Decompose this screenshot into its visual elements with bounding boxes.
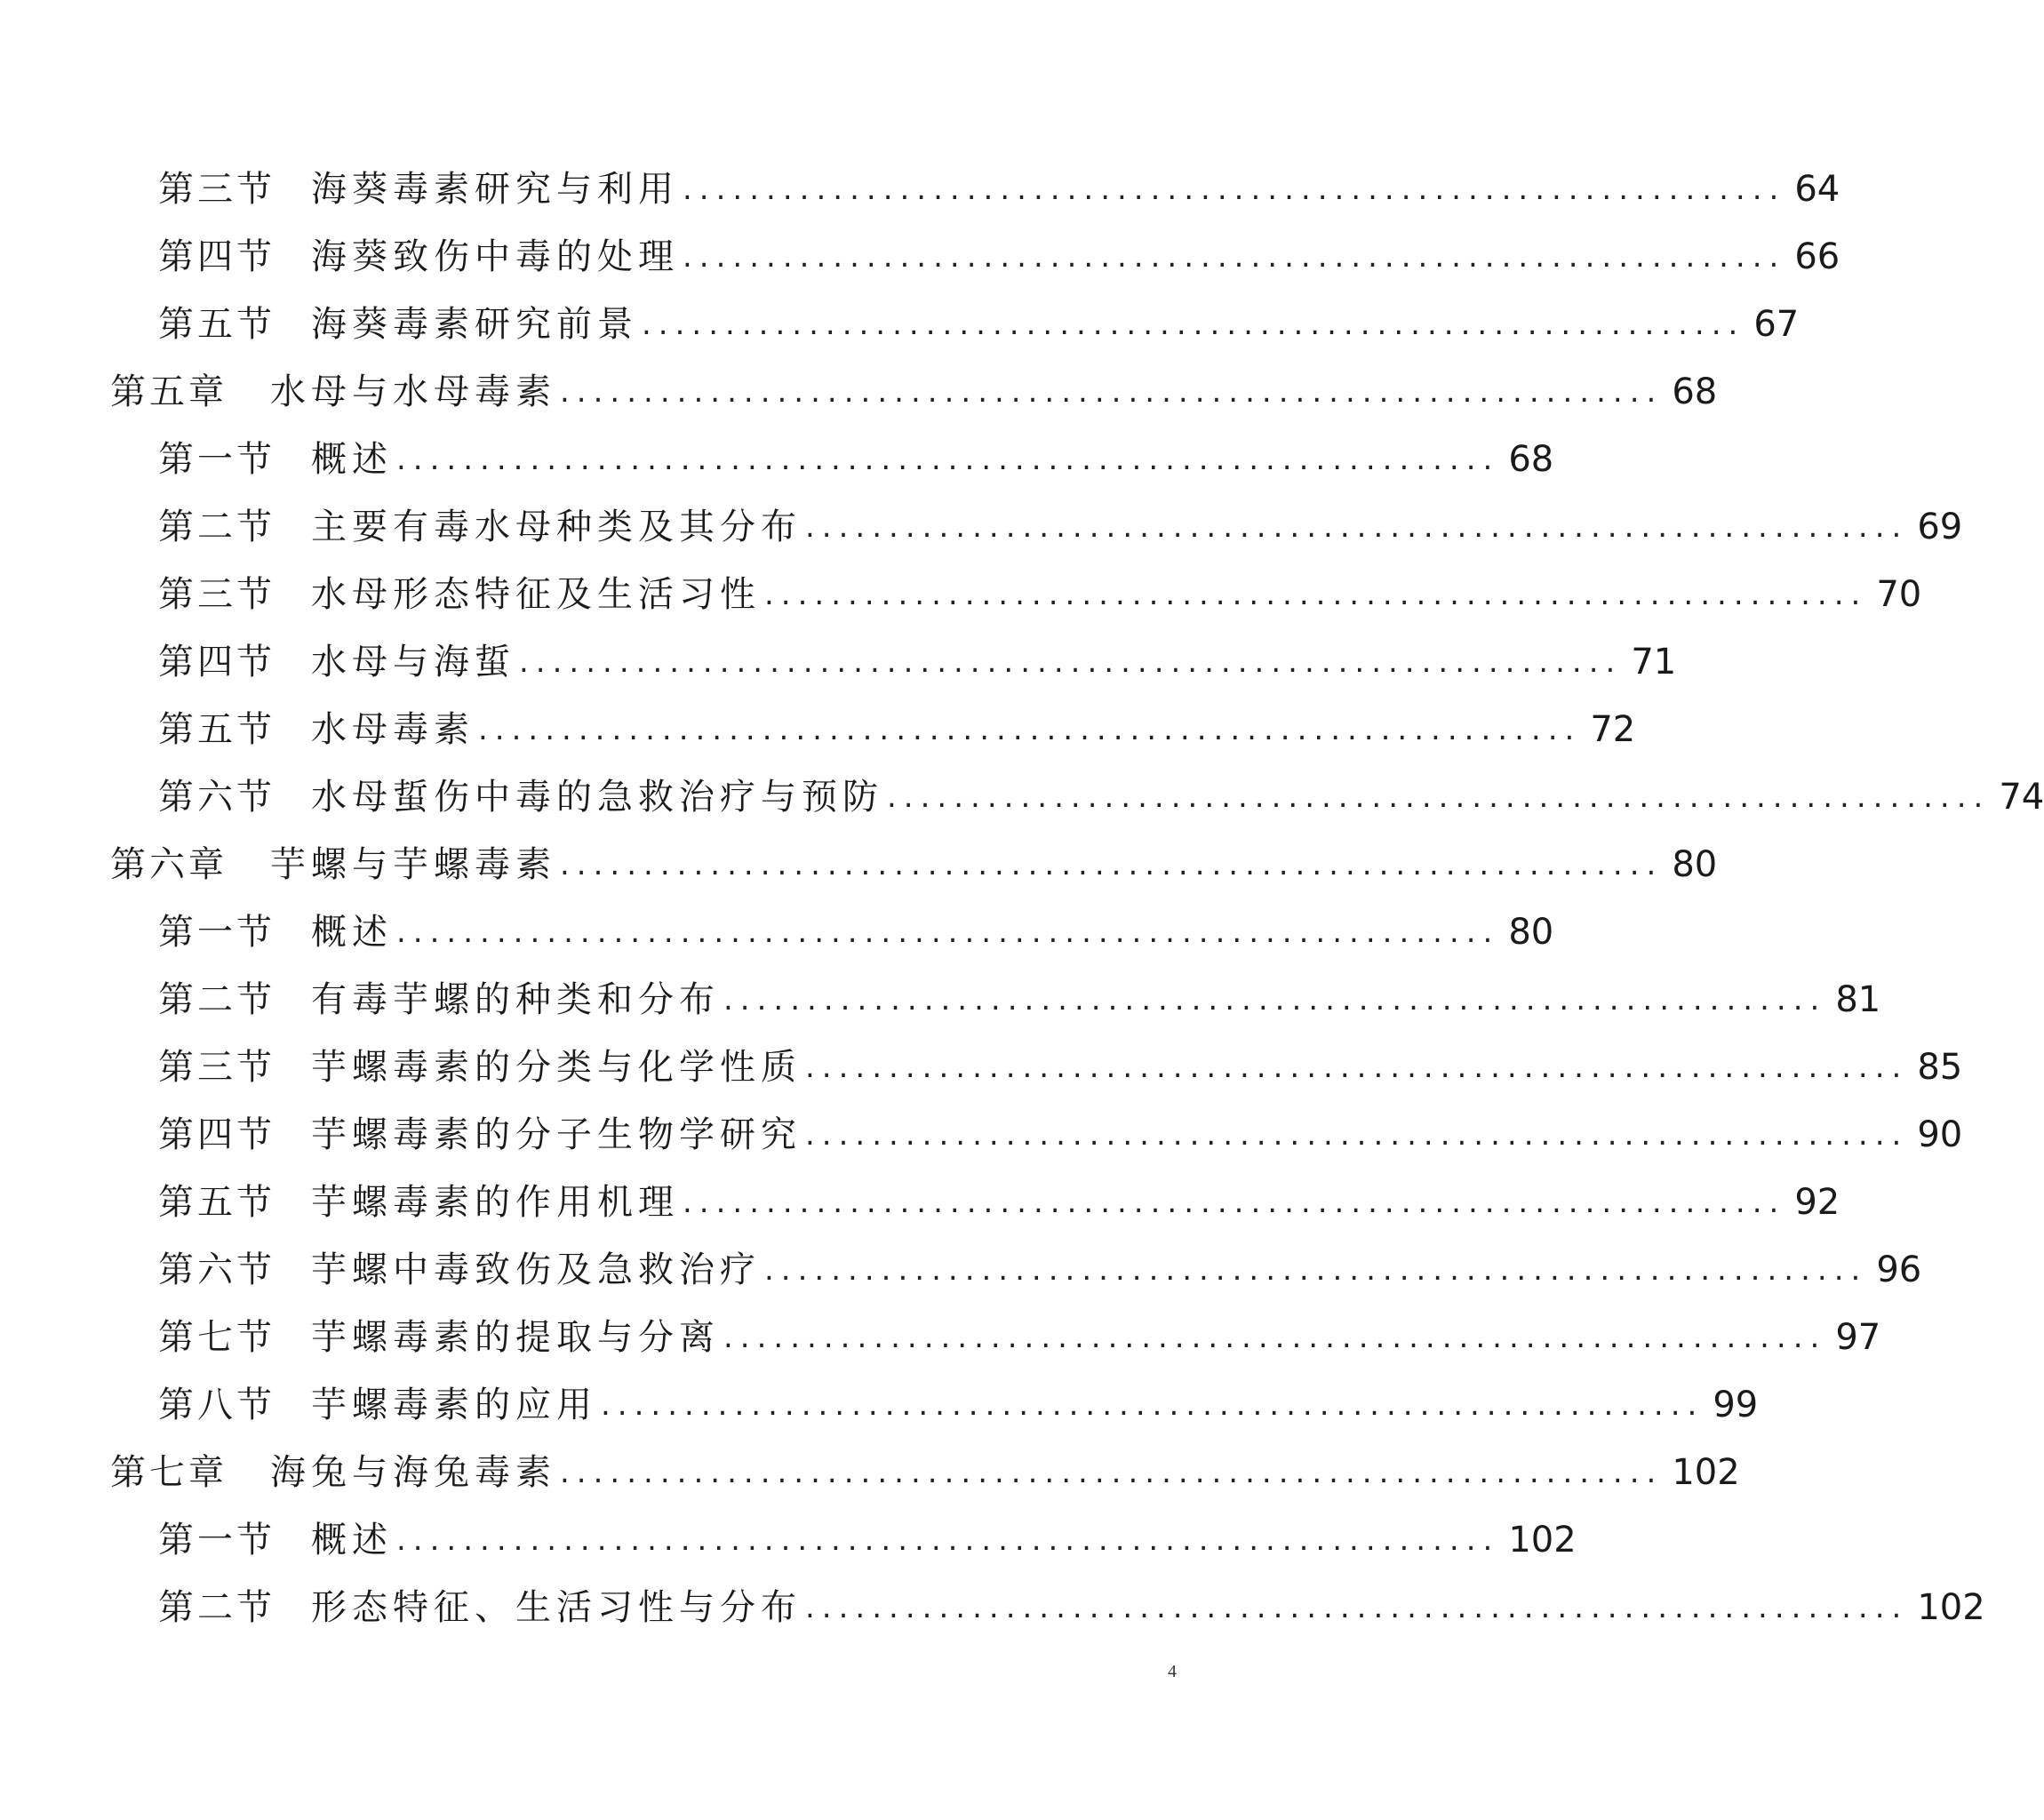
toc-entry-title: 芋螺与芋螺毒素 xyxy=(270,844,556,885)
dot-leader: .................................................................. xyxy=(601,1387,1705,1423)
toc-entry-title: 有毒芋螺的种类和分布 xyxy=(311,979,720,1020)
toc-entry-title: 概述 xyxy=(311,1520,393,1561)
toc-entry xyxy=(158,635,1677,689)
toc-entry-page: 85 xyxy=(1917,1047,1963,1088)
toc-entry-label: 第四节 xyxy=(158,642,275,682)
toc-entry-label: 第五节 xyxy=(158,709,275,750)
toc-entry-page: 64 xyxy=(1794,169,1840,210)
toc-entry-label: 第五章 xyxy=(110,371,228,412)
toc-entry-page: 97 xyxy=(1835,1317,1881,1358)
toc-entry-page: 72 xyxy=(1590,709,1636,750)
dot-leader: .................................................................. xyxy=(560,1455,1664,1490)
toc-entry xyxy=(158,433,1554,486)
dot-leader: .................................................................. xyxy=(805,509,1909,545)
toc-entry-page: 92 xyxy=(1794,1182,1840,1223)
toc-entry-title: 芋螺毒素的分类与化学性质 xyxy=(311,1047,802,1088)
toc-entry-title: 芋螺毒素的分子生物学研究 xyxy=(311,1114,802,1155)
toc-entry-label: 第二节 xyxy=(158,979,275,1020)
toc-entry-page: 68 xyxy=(1672,371,1718,412)
toc-entry-label: 第六节 xyxy=(158,777,275,818)
toc-entry xyxy=(158,770,2044,824)
toc-entry-label: 第一节 xyxy=(158,912,275,953)
toc-entry-page: 68 xyxy=(1508,439,1554,480)
toc-entry xyxy=(158,298,1800,351)
toc-entry xyxy=(158,163,1840,216)
toc-entry xyxy=(158,1581,1985,1634)
toc-entry-page: 102 xyxy=(1917,1587,1985,1628)
toc-entry-page: 66 xyxy=(1794,236,1840,277)
toc-entry xyxy=(158,1311,1881,1364)
toc-entry-page: 80 xyxy=(1672,844,1718,885)
toc-entry xyxy=(158,1176,1840,1229)
toc-entry-label: 第三节 xyxy=(158,169,275,210)
toc-entry-label: 第四节 xyxy=(158,236,275,277)
toc-entry-title: 海兔与海兔毒素 xyxy=(270,1452,556,1493)
toc-entry-title: 概述 xyxy=(311,912,393,953)
toc-entry-page: 69 xyxy=(1917,507,1963,547)
toc-entry-title: 海葵毒素研究与利用 xyxy=(311,169,679,210)
toc-entry-label: 第一节 xyxy=(158,1520,275,1561)
toc-entry-label: 第三节 xyxy=(158,1047,275,1088)
dot-leader: .................................................................. xyxy=(805,1590,1909,1625)
dot-leader: .................................................................. xyxy=(805,1050,1909,1085)
dot-leader: .................................................................. xyxy=(764,1252,1868,1288)
toc-entry-page: 74 xyxy=(1999,777,2044,818)
toc-entry-label: 第五节 xyxy=(158,304,275,345)
dot-leader: .................................................................. xyxy=(560,847,1664,882)
toc-entry xyxy=(158,230,1840,283)
dot-leader: .................................................................. xyxy=(396,1522,1500,1558)
toc-entry xyxy=(158,1041,1963,1094)
toc-entry-label: 第四节 xyxy=(158,1114,275,1155)
toc-entry xyxy=(158,1378,1759,1432)
toc-entry-label: 第八节 xyxy=(158,1385,275,1425)
toc-entry xyxy=(158,1243,1922,1297)
toc-entry xyxy=(158,906,1554,959)
toc-chapter-entry xyxy=(110,1446,1740,1499)
toc-entry-label: 第六节 xyxy=(158,1249,275,1290)
toc-entry-page: 90 xyxy=(1917,1114,1963,1155)
toc-entry-label: 第五节 xyxy=(158,1182,275,1223)
toc-entry-title: 水母与水母毒素 xyxy=(270,371,556,412)
toc-entry xyxy=(158,568,1922,621)
toc-entry-title: 海葵毒素研究前景 xyxy=(311,304,638,345)
dot-leader: .................................................................. xyxy=(642,307,1745,342)
toc-entry-label: 第七节 xyxy=(158,1317,275,1358)
toc-entry-page: 71 xyxy=(1631,642,1677,682)
toc-entry-page: 96 xyxy=(1876,1249,1922,1290)
toc-chapter-entry xyxy=(110,838,1718,891)
dot-leader: .................................................................. xyxy=(683,172,1786,207)
toc-entry-title: 水母形态特征及生活习性 xyxy=(311,574,761,615)
toc-entry-page: 102 xyxy=(1672,1452,1740,1493)
toc-entry xyxy=(158,500,1963,554)
toc-entry-title: 芋螺毒素的应用 xyxy=(311,1385,597,1425)
dot-leader: .................................................................. xyxy=(683,239,1786,275)
dot-leader: .................................................................. xyxy=(560,374,1664,410)
toc-entry-page: 80 xyxy=(1508,912,1554,953)
toc-entry xyxy=(158,1513,1577,1567)
dot-leader: .................................................................. xyxy=(723,1320,1827,1355)
toc-entry-page: 70 xyxy=(1876,574,1922,615)
toc-entry-page: 81 xyxy=(1835,979,1881,1020)
dot-leader: .................................................................. xyxy=(683,1185,1786,1220)
dot-leader: .................................................................. xyxy=(478,712,1582,747)
toc-entry xyxy=(158,1108,1963,1161)
toc-chapter-entry xyxy=(110,365,1718,419)
dot-leader: .................................................................. xyxy=(519,644,1623,680)
dot-leader: .................................................................. xyxy=(396,914,1500,950)
dot-leader: .................................................................. xyxy=(805,1117,1909,1153)
toc-entry-page: 67 xyxy=(1753,304,1800,345)
toc-entry xyxy=(158,703,1636,756)
toc-entry-label: 第二节 xyxy=(158,507,275,547)
toc-entry-title: 芋螺毒素的作用机理 xyxy=(311,1182,679,1223)
toc-entry-label: 第三节 xyxy=(158,574,275,615)
toc-entry-label: 第七章 xyxy=(110,1452,228,1493)
dot-leader: .................................................................. xyxy=(396,442,1500,477)
toc-entry-title: 概述 xyxy=(311,439,393,480)
toc-entry-title: 水母蜇伤中毒的急救治疗与预防 xyxy=(311,777,883,818)
toc-entry-page: 99 xyxy=(1713,1385,1759,1425)
toc-entry xyxy=(158,973,1881,1026)
toc-entry-title: 水母与海蜇 xyxy=(311,642,515,682)
page-number-footer: 4 xyxy=(1168,1662,1177,1681)
dot-leader: .................................................................. xyxy=(723,982,1827,1018)
toc-entry-title: 海葵致伤中毒的处理 xyxy=(311,236,679,277)
toc-entry-title: 主要有毒水母种类及其分布 xyxy=(311,507,802,547)
toc-entry-title: 芋螺毒素的提取与分离 xyxy=(311,1317,720,1358)
toc-entry-page: 102 xyxy=(1508,1520,1577,1561)
toc-entry-title: 形态特征、生活习性与分布 xyxy=(311,1587,802,1628)
toc-entry-label: 第二节 xyxy=(158,1587,275,1628)
toc-entry-label: 第六章 xyxy=(110,844,228,885)
dot-leader: .................................................................. xyxy=(887,779,1991,815)
dot-leader: .................................................................. xyxy=(764,577,1868,612)
toc-entry-label: 第一节 xyxy=(158,439,275,480)
toc-entry-title: 水母毒素 xyxy=(311,709,475,750)
toc-entry-title: 芋螺中毒致伤及急救治疗 xyxy=(311,1249,761,1290)
